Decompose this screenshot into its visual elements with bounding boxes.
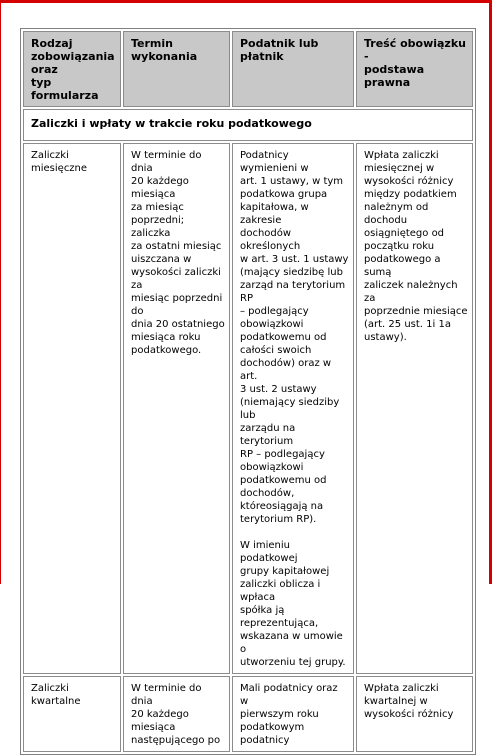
window-frame-top: [0, 0, 492, 3]
header-deadline: Termin wykonania: [123, 31, 230, 107]
header-legal-basis: Treść obowiązku - podstawa prawna: [356, 31, 473, 107]
table-row: [23, 676, 473, 752]
window-frame-left: [0, 0, 1, 584]
header-obligation-type: Rodzaj zobowiązania oraz typ formularza: [23, 31, 121, 107]
section-title: Zaliczki i wpłaty w trakcie roku podatkowego: [23, 109, 473, 141]
cell-obligation-type: Zaliczki kwartalne: [23, 676, 121, 752]
table-row: [23, 143, 473, 674]
cell-payer: Mali podatnicy oraz w pierwszym roku podatkowym podatnicy: [232, 676, 354, 752]
section-row: [23, 109, 473, 141]
cell-deadline: W terminie do dnia 20 każdego miesiąca następującego po: [123, 676, 230, 752]
cell-payer: Podatnicy wymienieni w art. 1 ustawy, w tym podatkowa grupa kapitałowa, w zakresie dochodów określonych w art. 3 ust. 1 ustawy (mający siedzibę lub zarząd na terytorium RP – podlegający obowiązkowi podatkowemu od całości swoich dochodów) oraz w art. 3 ust. 2 ustawy (niemający siedziby lub zarządu na terytorium RP – podlegający obowiązkowi podatkowemu od dochodów, któreosiągają na terytorium RP). W imieniu podatkowej grupy kapitałowej zaliczki oblicza i wpłaca spółka ją reprezentująca, wskazana w umowie o utworzeniu tej grupy.: [232, 143, 354, 674]
cell-legal-basis: Wpłata zaliczki miesięcznej w wysokości różnicy między podatkiem należnym od dochodu osiągniętego od początku roku podatkowego a sumą zaliczek należnych za poprzednie miesiące (art. 25 ust. 1i 1a ustawy).: [356, 143, 473, 674]
cell-obligation-type: Zaliczki miesięczne: [23, 143, 121, 674]
obligations-table: [20, 28, 476, 755]
header-payer: Podatnik lub płatnik: [232, 31, 354, 107]
table-header-row: [23, 31, 473, 107]
cell-legal-basis: Wpłata zaliczki kwartalnej w wysokości różnicy: [356, 676, 473, 752]
cell-deadline: W terminie do dnia 20 każdego miesiąca za miesiąc poprzedni; zaliczka za ostatni miesiąc uiszczana w wysokości zaliczki za miesiąc poprzedni do dnia 20 ostatniego miesiąca roku podatkowego.: [123, 143, 230, 674]
